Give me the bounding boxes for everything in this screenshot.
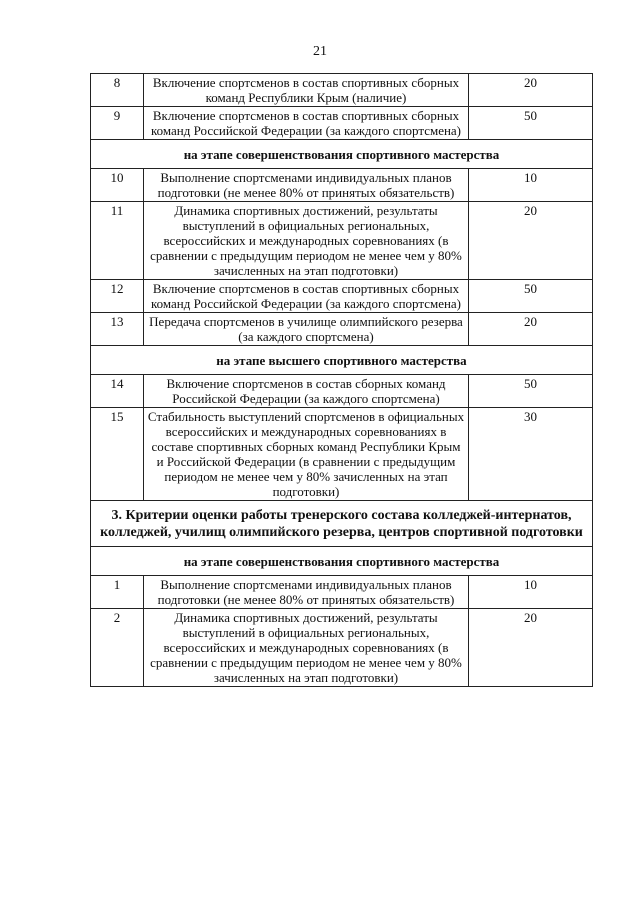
row-number-cell: 10 xyxy=(91,169,144,202)
stage-heading: на этапе высшего спортивного мастерства xyxy=(91,346,593,375)
row-number-cell: 9 xyxy=(91,107,144,140)
row-number-cell: 1 xyxy=(91,576,144,609)
criterion-text-cell: Включение спортсменов в состав спортивных сборных команд Республики Крым (наличие) xyxy=(144,74,469,107)
table-row xyxy=(91,74,593,107)
criteria-table xyxy=(90,73,593,687)
criterion-text-cell: Включение спортсменов в состав спортивных сборных команд Российской Федерации (за каждого спортсмена) xyxy=(144,280,469,313)
row-number-cell: 15 xyxy=(91,408,144,501)
section-heading: 3. Критерии оценки работы тренерского состава колледжей-интернатов, колледжей, училищ олимпийского резерва, центров спортивной подготовки xyxy=(91,501,593,547)
criterion-text-cell: Передача спортсменов в училище олимпийского резерва (за каждого спортсмена) xyxy=(144,313,469,346)
table-row xyxy=(91,280,593,313)
table-row xyxy=(91,169,593,202)
criteria-table-body xyxy=(91,74,593,687)
score-cell: 10 xyxy=(469,169,593,202)
section-heading-row xyxy=(91,501,593,547)
criterion-text-cell: Выполнение спортсменами индивидуальных планов подготовки (не менее 80% от принятых обязательств) xyxy=(144,576,469,609)
stage-heading-row xyxy=(91,140,593,169)
score-cell: 30 xyxy=(469,408,593,501)
stage-heading-row xyxy=(91,547,593,576)
stage-heading: на этапе совершенствования спортивного мастерства xyxy=(91,547,593,576)
criterion-text-cell: Включение спортсменов в состав спортивных сборных команд Российской Федерации (за каждого спортсмена) xyxy=(144,107,469,140)
row-number-cell: 2 xyxy=(91,609,144,687)
score-cell: 50 xyxy=(469,375,593,408)
stage-heading-row xyxy=(91,346,593,375)
criterion-text-cell: Динамика спортивных достижений, результаты выступлений в официальных региональных, всероссийских и международных соревнованиях (в сравнении с предыдущим периодом не менее чем у 80% зачисленных на этап подготовки) xyxy=(144,609,469,687)
page-number: 21 xyxy=(313,44,327,59)
table-row xyxy=(91,408,593,501)
score-cell: 20 xyxy=(469,609,593,687)
score-cell: 10 xyxy=(469,576,593,609)
criterion-text-cell: Включение спортсменов в состав сборных команд Российской Федерации (за каждого спортсмена) xyxy=(144,375,469,408)
table-row xyxy=(91,375,593,408)
row-number-cell: 14 xyxy=(91,375,144,408)
stage-heading: на этапе совершенствования спортивного мастерства xyxy=(91,140,593,169)
table-row xyxy=(91,202,593,280)
criterion-text-cell: Стабильность выступлений спортсменов в официальных всероссийских и международных соревнованиях в составе спортивных сборных команд Республики Крым и Российской Федерации (в сравнении с предыдущим периодом не менее чем у 80% зачисленных на этап подготовки) xyxy=(144,408,469,501)
row-number-cell: 12 xyxy=(91,280,144,313)
table-row xyxy=(91,313,593,346)
row-number-cell: 8 xyxy=(91,74,144,107)
table-row xyxy=(91,576,593,609)
score-cell: 20 xyxy=(469,313,593,346)
score-cell: 20 xyxy=(469,74,593,107)
table-row xyxy=(91,107,593,140)
criterion-text-cell: Динамика спортивных достижений, результаты выступлений в официальных региональных, всероссийских и международных соревнованиях (в сравнении с предыдущим периодом не менее чем у 80% зачисленных на этап подготовки) xyxy=(144,202,469,280)
row-number-cell: 13 xyxy=(91,313,144,346)
row-number-cell: 11 xyxy=(91,202,144,280)
score-cell: 20 xyxy=(469,202,593,280)
table-row xyxy=(91,609,593,687)
criterion-text-cell: Выполнение спортсменами индивидуальных планов подготовки (не менее 80% от принятых обязательств) xyxy=(144,169,469,202)
score-cell: 50 xyxy=(469,280,593,313)
score-cell: 50 xyxy=(469,107,593,140)
